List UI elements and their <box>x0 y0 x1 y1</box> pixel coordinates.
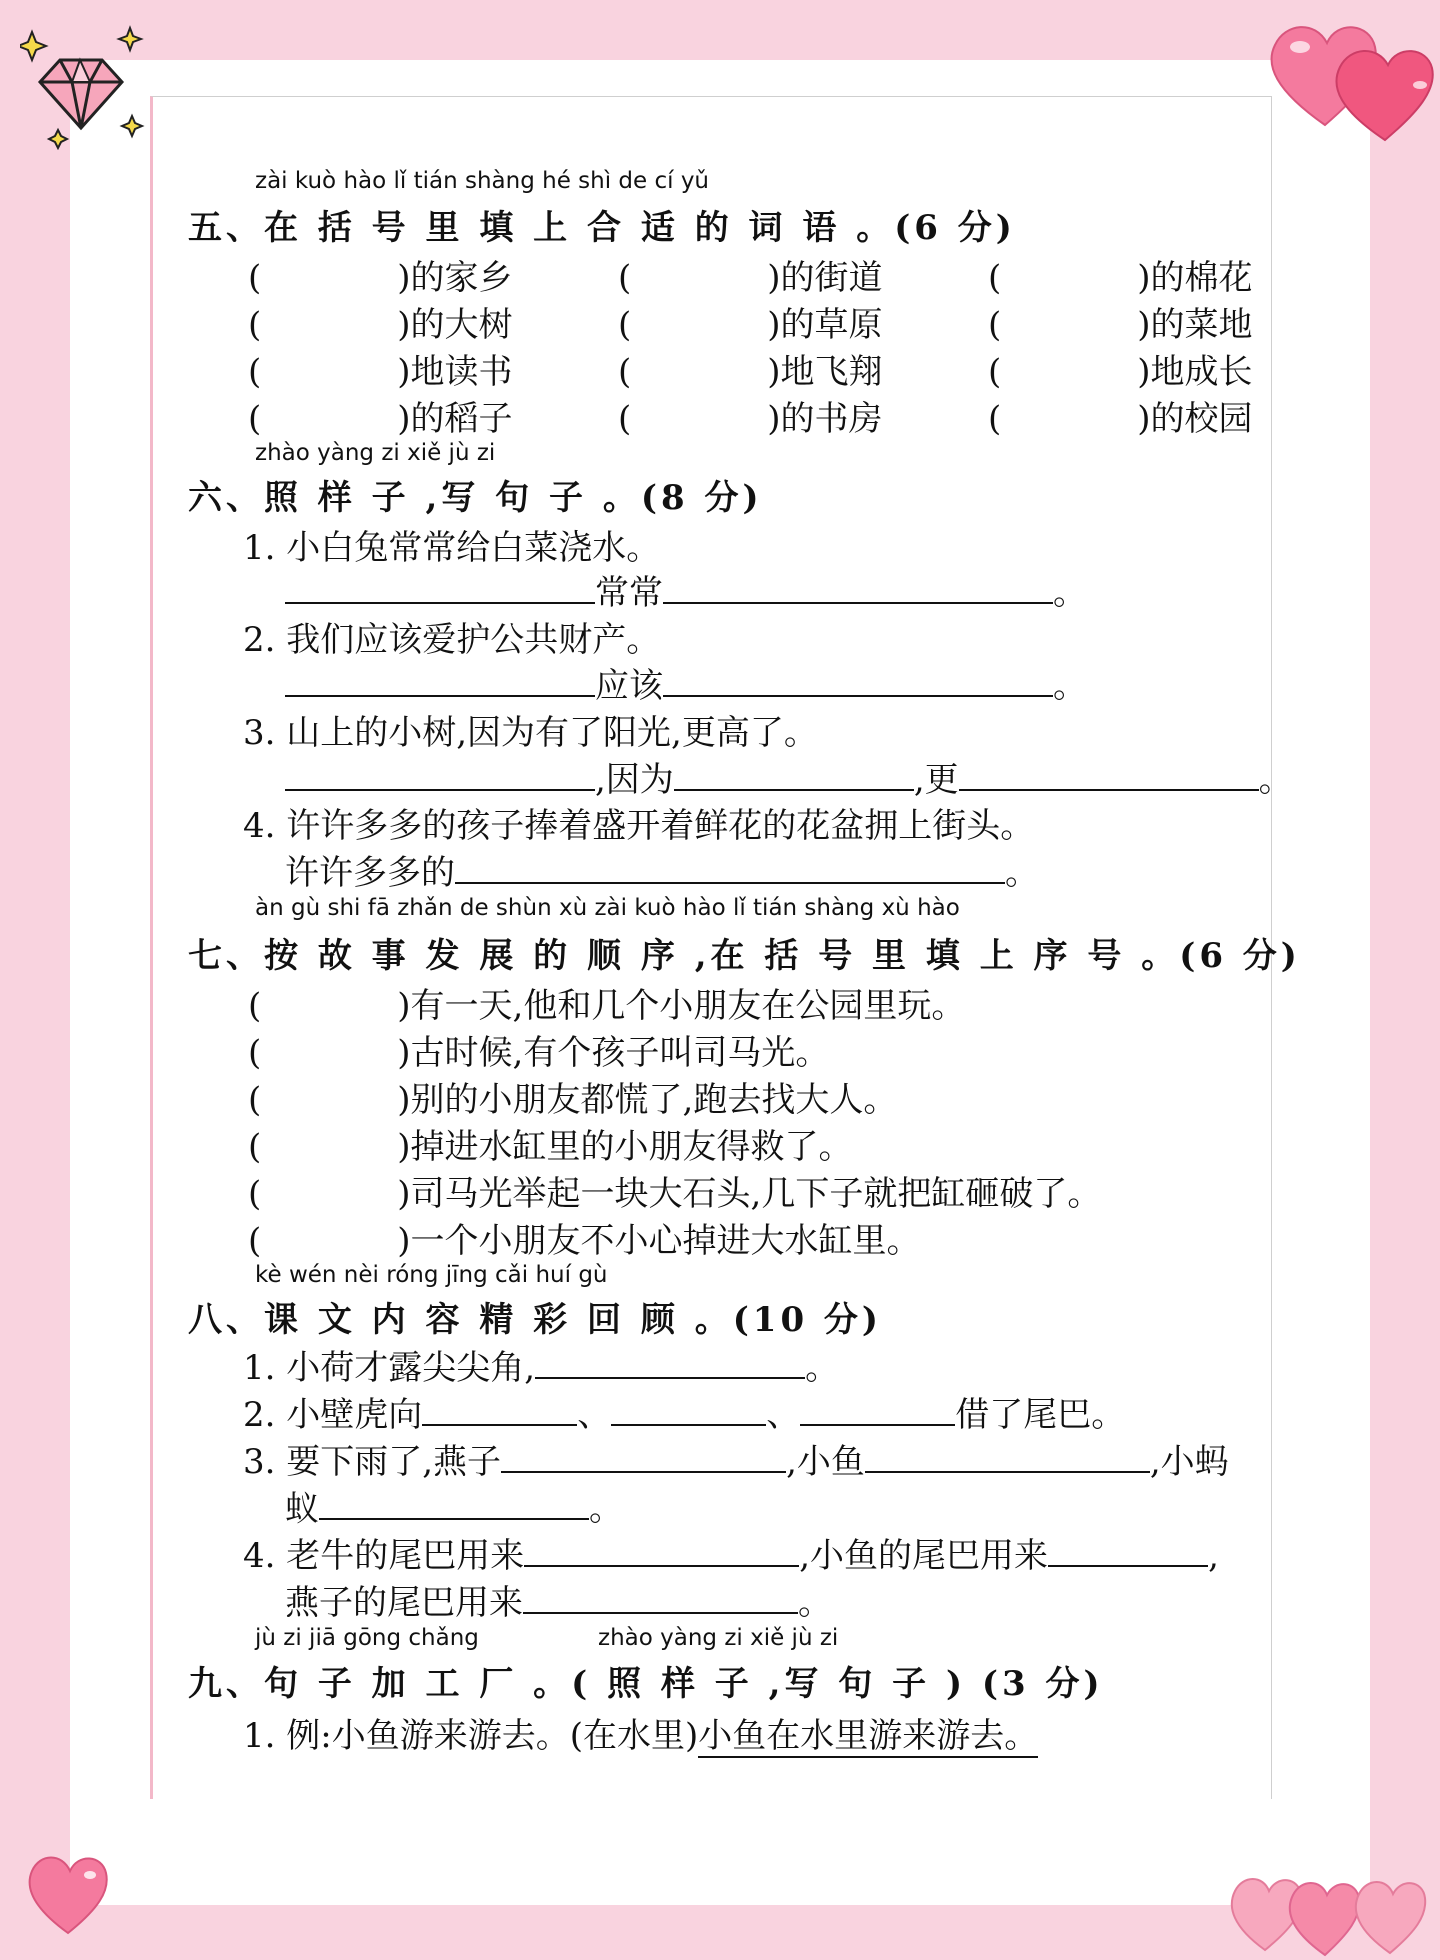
fill-blank-item[interactable]: ( )地成长 <box>988 352 1253 392</box>
answer-line[interactable] <box>285 845 1039 894</box>
fill-blank-item[interactable]: ( )的菜地 <box>988 305 1253 345</box>
blank-line[interactable] <box>663 665 1053 697</box>
blank-line[interactable] <box>285 572 595 604</box>
period: 。 <box>798 1583 832 1623</box>
keyword: 许许多多的 <box>285 853 455 893</box>
blank-line[interactable] <box>523 1582 798 1614</box>
question-text: 4. 老牛的尾巴用来 <box>243 1536 525 1576</box>
answer-line[interactable] <box>285 1575 832 1624</box>
answer-line[interactable] <box>285 1481 623 1530</box>
hearts-top-right-icon <box>1255 5 1440 145</box>
example-answer: 小鱼在水里游来游去。 <box>698 1716 1039 1756</box>
answer-line[interactable] <box>243 1387 1125 1436</box>
fill-blank-item[interactable]: ( )地飞翔 <box>618 352 883 392</box>
period: 。 <box>1053 573 1087 613</box>
fill-blank-item[interactable]: ( )的书房 <box>618 399 883 439</box>
blank-line[interactable] <box>959 759 1259 791</box>
separator: 、 <box>766 1395 801 1435</box>
blank-line[interactable] <box>663 572 1053 604</box>
example-text: 1. 例:小鱼游来游去。(在水里) <box>243 1716 699 1756</box>
order-item[interactable]: ( )一个小朋友不小心掉进大水缸里。 <box>248 1221 921 1261</box>
question-text: 4. 许许多多的孩子捧着盛开着鲜花的花盆拥上街头。 <box>243 806 1035 846</box>
blank-line[interactable] <box>535 1347 805 1379</box>
question-text: 1. 小荷才露尖尖角, <box>243 1348 536 1388</box>
fill-blank-item[interactable]: ( )的棉花 <box>988 258 1253 298</box>
answer-line[interactable] <box>285 658 1087 707</box>
diamond-icon <box>20 20 150 150</box>
section6-pinyin: zhào yàng zi xiě jù zi <box>255 440 496 466</box>
keyword: ,因为 <box>595 760 674 800</box>
question-text: 3. 山上的小树,因为有了阳光,更高了。 <box>243 713 818 753</box>
blank-line[interactable] <box>800 1394 955 1426</box>
fill-blank-item[interactable]: ( )的草原 <box>618 305 883 345</box>
section9-title: 九、句 子 加 工 厂 。( 照 样 子 ,写 句 子 ) (3 分) <box>188 1664 1104 1704</box>
blank-line[interactable] <box>455 852 1005 884</box>
blank-line[interactable] <box>319 1488 589 1520</box>
blank-line[interactable] <box>422 1394 577 1426</box>
section8-pinyin: kè wén nèi róng jīng cǎi huí gù <box>255 1262 608 1288</box>
period: 。 <box>805 1348 840 1388</box>
period: 。 <box>1258 760 1293 800</box>
fill-blank-item[interactable]: ( )的家乡 <box>248 258 513 298</box>
question-text: ,小鱼 <box>786 1442 865 1482</box>
keyword: 应该 <box>595 666 663 706</box>
order-item[interactable]: ( )别的小朋友都慌了,跑去找大人。 <box>248 1080 898 1120</box>
example-line <box>243 1708 1038 1757</box>
section9-pinyin-b: zhào yàng zi xiě jù zi <box>598 1625 839 1651</box>
section5-pinyin: zài kuò hào lǐ tián shàng hé shì de cí yǔ <box>255 168 710 194</box>
question-text: 1. 小白兔常常给白菜浇水。 <box>243 528 661 568</box>
section5-title: 五、在 括 号 里 填 上 合 适 的 词 语 。(6 分) <box>188 208 1016 248</box>
period: 。 <box>1053 666 1087 706</box>
section8-title: 八、课 文 内 容 精 彩 回 顾 。(10 分) <box>188 1300 883 1340</box>
hearts-bottom-right-icon <box>1225 1855 1440 1960</box>
blank-line[interactable] <box>674 759 914 791</box>
separator: 、 <box>577 1395 612 1435</box>
question-text: 蚁 <box>285 1489 319 1529</box>
blank-line[interactable] <box>285 759 595 791</box>
section7-pinyin: àn gù shi fā zhǎn de shùn xù zài kuò hào lǐ tián shàng xù hào <box>255 895 960 921</box>
question-text: 2. 小壁虎向 <box>243 1395 423 1435</box>
separator: , <box>1208 1536 1219 1576</box>
order-item[interactable]: ( )司马光举起一块大石头,几下子就把缸砸破了。 <box>248 1174 1102 1214</box>
fill-blank-item[interactable]: ( )的街道 <box>618 258 883 298</box>
question-text: 2. 我们应该爱护公共财产。 <box>243 620 661 660</box>
heart-bottom-left-icon <box>20 1845 120 1940</box>
section6-title: 六、照 样 子 ,写 句 子 。(8 分) <box>188 478 763 518</box>
question-text: 3. 要下雨了,燕子 <box>243 1442 502 1482</box>
keyword: ,更 <box>913 760 959 800</box>
fill-blank-item[interactable]: ( )的大树 <box>248 305 513 345</box>
blank-line[interactable] <box>524 1535 799 1567</box>
blank-line[interactable] <box>285 665 595 697</box>
fill-blank-item[interactable]: ( )地读书 <box>248 352 513 392</box>
order-item[interactable]: ( )掉进水缸里的小朋友得救了。 <box>248 1127 853 1167</box>
answer-line[interactable] <box>285 752 1293 801</box>
blank-line[interactable] <box>1048 1535 1208 1567</box>
blank-line[interactable] <box>865 1441 1150 1473</box>
order-item[interactable]: ( )有一天,他和几个小朋友在公园里玩。 <box>248 986 966 1026</box>
period: 。 <box>1005 853 1039 893</box>
answer-line[interactable] <box>243 1528 1219 1577</box>
keyword: 常常 <box>595 573 663 613</box>
fill-blank-item[interactable]: ( )的校园 <box>988 399 1253 439</box>
question-text: 借了尾巴。 <box>955 1395 1126 1435</box>
question-text: ,小鱼的尾巴用来 <box>799 1536 1049 1576</box>
answer-line[interactable] <box>285 565 1087 614</box>
fill-blank-item[interactable]: ( )的稻子 <box>248 399 513 439</box>
order-item[interactable]: ( )古时候,有个孩子叫司马光。 <box>248 1033 830 1073</box>
period: 。 <box>589 1489 623 1529</box>
section9-pinyin-a: jù zi jiā gōng chǎng <box>255 1625 479 1651</box>
answer-line[interactable] <box>243 1340 839 1389</box>
question-text: 燕子的尾巴用来 <box>285 1583 523 1623</box>
section7-title: 七、按 故 事 发 展 的 顺 序 ,在 括 号 里 填 上 序 号 。(6 分) <box>188 936 1301 976</box>
question-text: ,小蚂 <box>1149 1442 1229 1482</box>
answer-line[interactable] <box>243 1434 1229 1483</box>
blank-line[interactable] <box>611 1394 766 1426</box>
blank-line[interactable] <box>501 1441 786 1473</box>
